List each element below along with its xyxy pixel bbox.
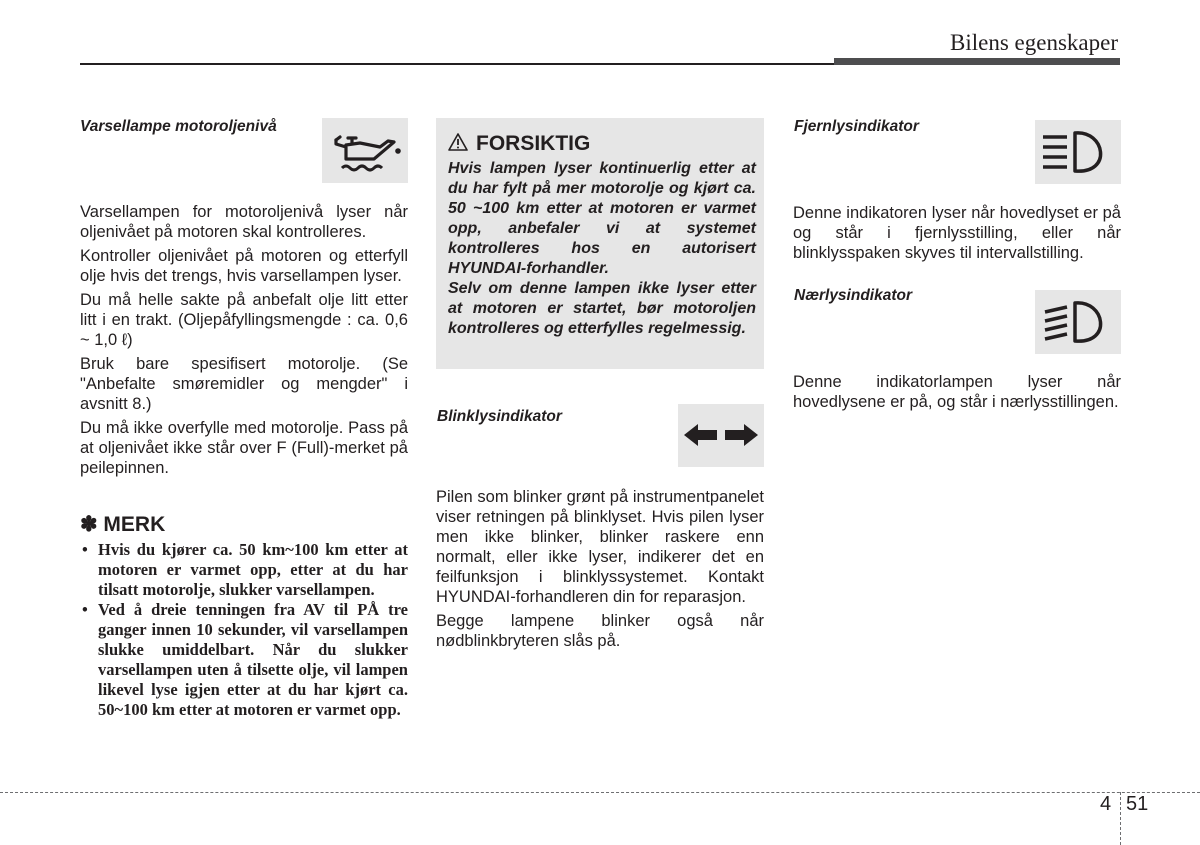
oil-paragraphs (80, 202, 408, 482)
high-beam-icon (1035, 120, 1121, 184)
warning-triangle-icon (448, 133, 468, 151)
low-beam-icon-box (1035, 290, 1121, 354)
merk-item-1 (80, 540, 408, 600)
oil-paragraph-4: Bruk bare spesifisert motorolje. (Se "Anbefalte smøremidler og mengder" i avsnitt 8.) (80, 355, 408, 413)
bullet: • (82, 600, 88, 619)
merk-item-2 (80, 600, 408, 720)
low-beam-title: Nærlysindikator (794, 287, 913, 304)
turn-signal-arrows-icon (678, 404, 764, 467)
blink-paragraph-2: Begge lampene blinker også når nødblinkbryteren slås på. (436, 612, 764, 650)
high-beam-paragraph: Denne indikatoren lyser når hovedlyset er på og står i fjernlysstilling, eller når blinklysspaken skyves til intervallstilling. (793, 204, 1121, 262)
page-number: 51 (1126, 793, 1149, 815)
merk-item-text: Hvis du kjører ca. 50 km~100 km etter at motoren er varmet opp, etter at du har tilsatt motorolje, slukker varsellampen. (98, 540, 408, 599)
oil-icon-box (322, 118, 408, 183)
footer-dashed-rule (0, 792, 1200, 793)
caution-title: FORSIKTIG (476, 132, 591, 155)
merk-list (80, 540, 408, 720)
caution-box (436, 118, 764, 369)
oil-warning-title: Varsellampe motoroljenivå (80, 118, 277, 135)
blink-icon-box (678, 404, 764, 467)
low-beam-paragraph: Denne indikatorlampen lyser når hovedlysene er på, og står i nærlysstillingen. (793, 373, 1121, 411)
oil-can-icon (322, 118, 408, 183)
merk-item-text: Ved å dreie tenningen fra AV til PÅ tre ganger innen 10 sekunder, vil varsellampen slukke umiddelbart. Når du slukker varsellampen uten å tilsette olje, vil lampen likevel lyse igjen etter at du har kjørt ca. 50~100 km etter at motoren er varmet opp. (98, 600, 408, 719)
chapter-number: 4 (1100, 793, 1112, 815)
oil-paragraph-5: Du må ikke overfylle med motorolje. Pass på at oljenivået ikke står over F (Full)-merket på peilepinnen. (80, 419, 408, 477)
caution-heading (448, 132, 590, 156)
caution-paragraph-2: Selv om denne lampen ikke lyser etter at motoren er startet, bør motoroljen kontrolleres og etterfylles regelmessig. (448, 280, 756, 337)
running-header: Bilens egenskaper (950, 30, 1118, 55)
footer-separator (1120, 792, 1121, 845)
blink-paragraph-1: Pilen som blinker grønt på instrumentpanelet viser retningen på blinklyset. Hvis pilen lyser men ikke blinker, blinker raskere enn normalt, eller ikke lyser, indikerer det en feilfunksjon i blinklyssystemet. Kontakt HYUNDAI-forhandleren din for reparasjon. (436, 488, 764, 606)
bullet: • (82, 540, 88, 559)
oil-paragraph-1: Varsellampen for motoroljenivå lyser når oljenivået på motoren skal kontrolleres. (80, 203, 408, 241)
high-beam-icon-box (1035, 120, 1121, 184)
blink-paragraphs (436, 487, 764, 655)
high-beam-title: Fjernlysindikator (794, 118, 919, 135)
low-beam-icon (1035, 290, 1121, 354)
merk-title: ✽ MERK (80, 513, 166, 536)
header-rule-thick (834, 58, 1120, 65)
oil-paragraph-3: Du må helle sakte på anbefalt olje litt etter litt i en trakt. (Oljepåfyllingsmengde : ca. 0,6 ~ 1,0 ℓ) (80, 291, 408, 349)
header-rule-thin (80, 63, 836, 65)
blink-title: Blinklysindikator (437, 408, 562, 425)
caution-paragraph-1: Hvis lampen lyser kontinuerlig etter at du har fylt på mer motorolje og kjørt ca. 50 ~100 km etter at motoren er varmet opp, anbefaler vi at systemet kontrolleres hos en autorisert HYUNDAI-forhandler. (448, 160, 756, 277)
oil-paragraph-2: Kontroller oljenivået på motoren og etterfyll olje hvis det trengs, hvis varsellampen lyser. (80, 247, 408, 285)
